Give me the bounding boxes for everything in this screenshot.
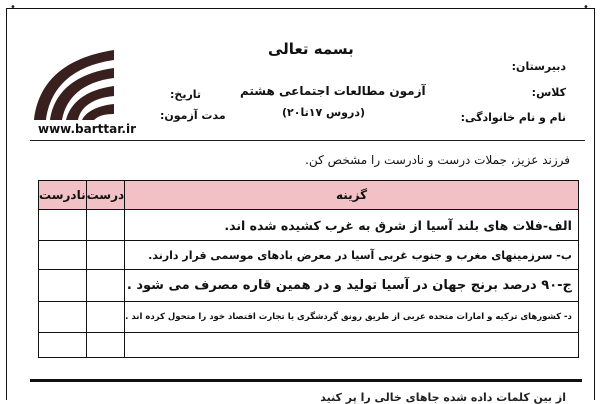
true-answer-cell[interactable] [86,210,125,241]
date-label: تاریخ: [170,88,202,101]
page-border-left [6,8,7,400]
header-false: نادرست [39,181,87,210]
table-row [39,241,579,270]
false-answer-cell[interactable] [39,301,87,332]
barttar-logo-icon [28,44,118,122]
table-header-row [39,181,579,210]
question-text: د- کشورهای ترکیه و امارات متحده عربی از طریق رونق گردشگری یا تجارت اقتصاد خود را متحول کرده اند . [125,301,579,332]
student-name-label: نام و نام خانوادگی: [460,111,566,124]
question-text: ب- سرزمینهای مغرب و جنوب غربی آسیا در معرض بادهای موسمی قرار دارند. [125,241,579,270]
false-answer-cell[interactable] [39,270,87,301]
question-text [125,332,579,357]
table-row [39,270,579,301]
true-false-table [38,180,579,358]
page-title: بسمه تعالی [268,40,354,58]
question-text: الف-فلات های بلند آسیا از شرق به غرب کشیده شده اند. [125,210,579,241]
class-label: کلاس: [531,86,566,99]
page-border-top [6,8,594,9]
header-true: درست [86,181,125,210]
false-answer-cell[interactable] [39,241,87,270]
duration-label: مدت آزمون: [160,109,226,122]
table-row [39,332,579,357]
instruction-text: فرزند عزیز، جملات درست و نادرست را مشخص کن. [305,153,570,167]
section-divider [30,379,582,382]
next-question-text: از بین کلمات داده شده جاهای خالی را پر کنید [320,391,566,404]
true-answer-cell[interactable] [86,241,125,270]
corner-dot-icon: • [10,2,16,13]
school-label: دبیرستان: [511,60,566,73]
true-answer-cell[interactable] [86,270,125,301]
table-row [39,301,579,332]
lessons-range: (دروس ۱۷تا۲۰) [282,106,366,119]
table-row [39,210,579,241]
false-answer-cell[interactable] [39,210,87,241]
header-question: گزینه [125,181,579,210]
website-url: www.barttar.ir [38,122,137,136]
true-answer-cell[interactable] [86,332,125,357]
false-answer-cell[interactable] [39,332,87,357]
question-text: ج-۹۰ درصد برنج جهان در آسیا تولید و در همین قاره مصرف می شود . [125,270,579,301]
header-divider [30,140,585,141]
true-answer-cell[interactable] [86,301,125,332]
corner-dot-icon: • [583,2,589,13]
exam-title: آزمون مطالعات اجتماعی هشتم [240,84,426,98]
page-border-right [594,8,595,400]
